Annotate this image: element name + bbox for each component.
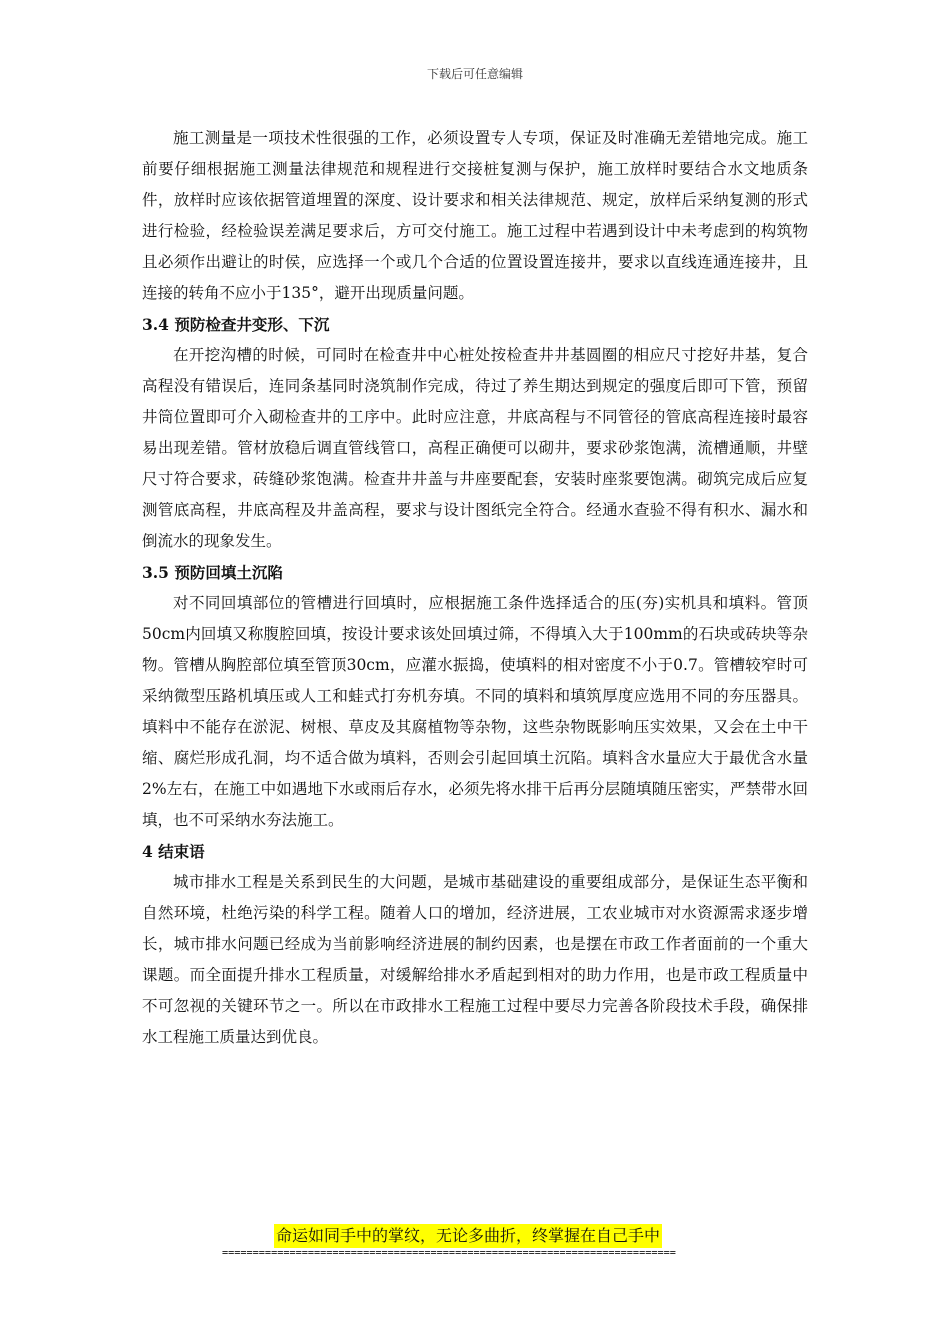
footer-divider-rule: ========================================================================== [222,1248,676,1259]
section-heading-4-conclusion: 4 结束语 [142,842,205,861]
section-heading-3-4: 3.4 预防检查井变形、下沉 [142,315,330,334]
paragraph-backfill: 对不同回填部位的管槽进行回填时，应根据施工条件选择适合的压(夯)实机具和填料。管顶50cm内回填又称腹腔回填，按设计要求该处回填过筛，不得填入大于100mm的石块或砖块等杂物。管槽从胸腔部位填至管顶30cm，应灌水振捣，使填料的相对密度不小于0.7。管槽较窄时可采纳微型压路机填压或人工和蛙式打夯机夯填。不同的填料和填筑厚度应选用不同的夯压器具。填料中不能存在淤泥、树根、草皮及其腐植物等杂物，这些杂物既影响压实效果，又会在土中干缩、腐烂形成孔洞，均不适合做为填料，否则会引起回填土沉陷。填料含水量应大于最优含水量2%左右，在施工中如遇地下水或雨后存水，必须先将水排干后再分层随填随压密实，严禁带水回填，也不可采纳水夯法施工。 [142,594,808,829]
document-body [142,123,808,1053]
section-heading-3-5: 3.5 预防回填土沉陷 [142,563,283,582]
paragraph-inspection-well: 在开挖沟槽的时候，可同时在检查井中心桩处按检查井井基圆圈的相应尺寸挖好井基，复合高程没有错误后，连同条基同时浇筑制作完成，待过了养生期达到规定的强度后即可下管，预留井筒位置即可介入砌检查井的工序中。此时应注意，井底高程与不同管径的管底高程连接时最容易出现差错。管材放稳后调直管线管口，高程正确便可以砌井，要求砂浆饱满，流槽通顺，井壁尺寸符合要求，砖缝砂浆饱满。检查井井盖与井座要配套，安装时座浆要饱满。砌筑完成后应复测管底高程，井底高程及井盖高程，要求与设计图纸完全符合。经通水查验不得有积水、漏水和倒流水的现象发生。 [142,346,808,550]
footer-motto-highlight: 命运如同手中的掌纹，无论多曲折，终掌握在自己手中 [274,1224,662,1248]
page-header-watermark: 下载后可任意编辑 [426,67,523,81]
paragraph-conclusion: 城市排水工程是关系到民生的大问题，是城市基础建设的重要组成部分，是保证生态平衡和自然环境，杜绝污染的科学工程。随着人口的增加，经济进展，工农业城市对水资源需求逐步增长，城市排水问题已经成为当前影响经济进展的制约因素，也是摆在市政工作者面前的一个重大课题。而全面提升排水工程质量，对缓解给排水矛盾起到相对的助力作用，也是市政工程质量中不可忽视的关键环节之一。所以在市政排水工程施工过程中要尽力完善各阶段技术手段，确保排水工程施工质量达到优良。 [142,873,808,1046]
paragraph-construction-survey: 施工测量是一项技术性很强的工作，必须设置专人专项，保证及时准确无差错地完成。施工前要仔细根据施工测量法律规范和规程进行交接桩复测与保护，施工放样时要结合水文地质条件，放样时应该依据管道埋置的深度、设计要求和相关法律规范、规定，放样后采纳复测的形式进行检验，经检验误差满足要求后，方可交付施工。施工过程中若遇到设计中未考虑到的构筑物且必须作出避让的时侯，应选择一个或几个合适的位置设置连接井，要求以直线连通连接井，且连接的转角不应小于135°，避开出现质量问题。 [142,129,808,302]
